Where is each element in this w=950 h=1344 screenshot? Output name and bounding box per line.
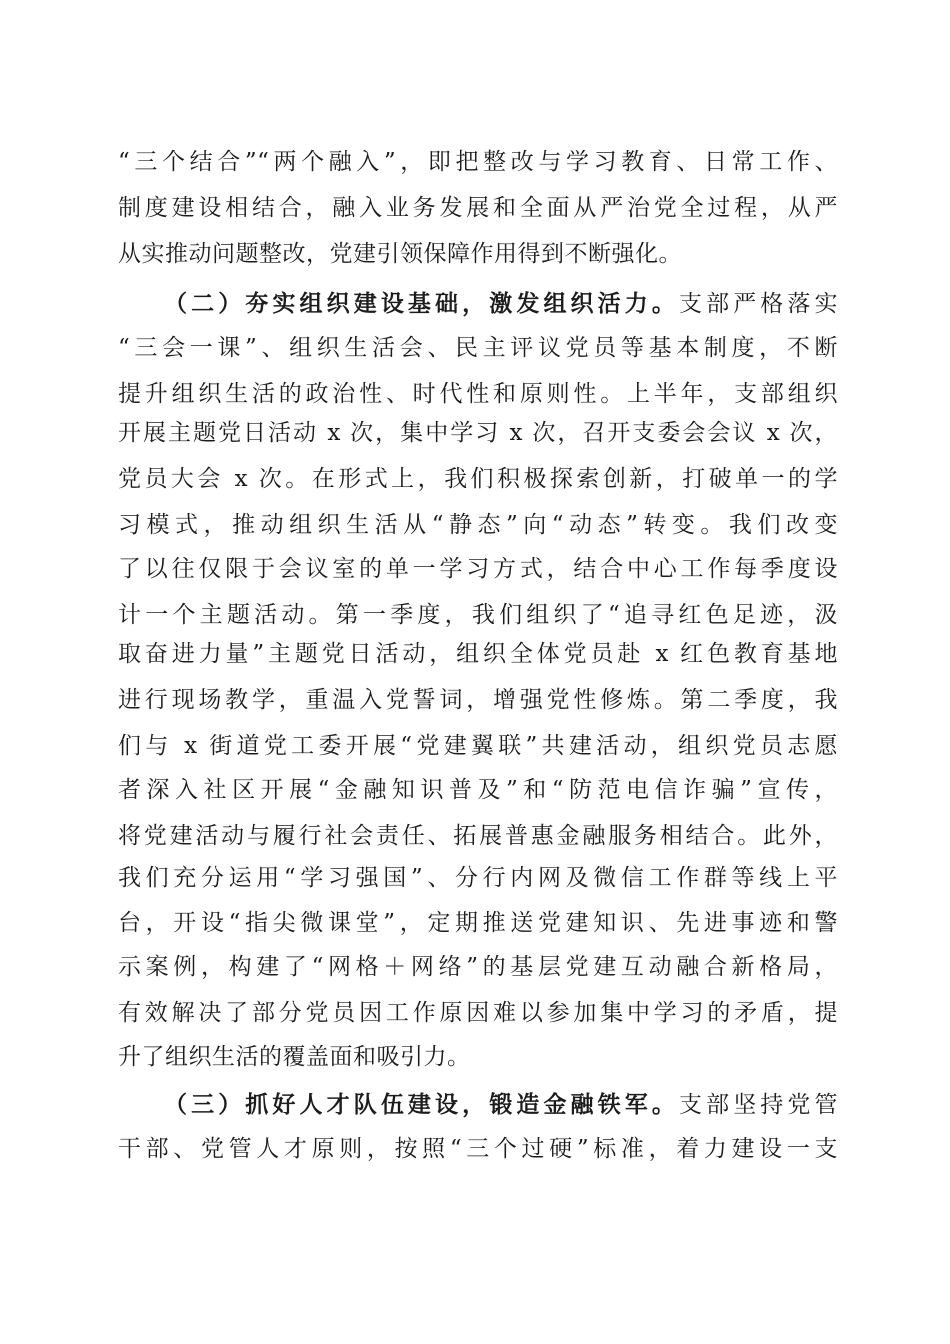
paragraph-2-line-12: 将党建活动与履行社会责任、拓展普惠金融服务相结合。此外， <box>118 823 838 849</box>
paragraph-2-line-17: 升了组织生活的覆盖面和吸引力。 <box>118 1044 471 1070</box>
paragraph-2-line-15: 示案例，构建了“网格＋网络”的基层党建互动融合新格局， <box>118 954 838 980</box>
paragraph-2-line-4: 党员大会 x 次。在形式上，我们积极探索创新，打破单一的学 <box>118 466 838 492</box>
paragraph-2-first-line-text: 支部严格落实 <box>678 291 838 317</box>
paragraph-2-line-11: 者深入社区开展“金融知识普及”和“防范电信诈骗”宣传， <box>118 777 838 803</box>
paragraph-3-first-line-text: 支部坚持党管 <box>678 1092 838 1118</box>
paragraph-1-line-2: 制度建设相结合，融入业务发展和全面从严治党全过程，从严 <box>118 195 838 221</box>
paragraph-2-line-6: 了以往仅限于会议室的单一学习方式，结合中心工作每季度设 <box>118 556 838 582</box>
paragraph-2-line-13: 我们充分运用“学习强国”、分行内网及微信工作群等线上平 <box>118 865 838 891</box>
section-2-heading: （二）夯实组织建设基础，激发组织活力。 <box>164 290 679 317</box>
paragraph-2-line-5: 习模式，推动组织生活从“静态”向“动态”转变。我们改变 <box>118 512 838 538</box>
paragraph-2-line-10: 们与 x 街道党工委开展“党建翼联”共建活动，组织党员志愿 <box>118 733 838 759</box>
paragraph-2-line-16: 有效解决了部分党员因工作原因难以参加集中学习的矛盾，提 <box>118 1000 838 1026</box>
paragraph-1-line-1: “三个结合”“两个融入”，即把整改与学习教育、日常工作、 <box>118 149 838 175</box>
paragraph-3-first-line <box>164 1085 838 1125</box>
paragraph-2-first-line <box>164 284 838 324</box>
paragraph-3-line-1: 干部、党管人才原则，按照“三个过硬”标准，着力建设一支 <box>118 1136 838 1162</box>
paragraph-2-line-8: 取奋进力量”主题党日活动，组织全体党员赴 x 红色教育基地 <box>118 641 838 667</box>
paragraph-2-line-3: 开展主题党日活动 x 次，集中学习 x 次，召开支委会会议 x 次， <box>118 420 838 446</box>
paragraph-2-line-2: 提升组织生活的政治性、时代性和原则性。上半年，支部组织 <box>118 381 838 407</box>
paragraph-2-line-1: “三会一课”、组织生活会、民主评议党员等基本制度，不断 <box>118 335 838 361</box>
paragraph-1-line-3: 从实推动问题整改，党建引领保障作用得到不断强化。 <box>118 241 682 267</box>
section-3-heading: （三）抓好人才队伍建设，锻造金融铁军。 <box>164 1091 679 1118</box>
paragraph-2-line-14: 台，开设“指尖微课堂”，定期推送党建知识、先进事迹和警 <box>118 910 838 936</box>
paragraph-2-line-7: 计一个主题活动。第一季度，我们组织了“追寻红色足迹，汲 <box>118 602 838 628</box>
paragraph-2-line-9: 进行现场教学，重温入党誓词，增强党性修炼。第二季度，我 <box>118 687 838 713</box>
